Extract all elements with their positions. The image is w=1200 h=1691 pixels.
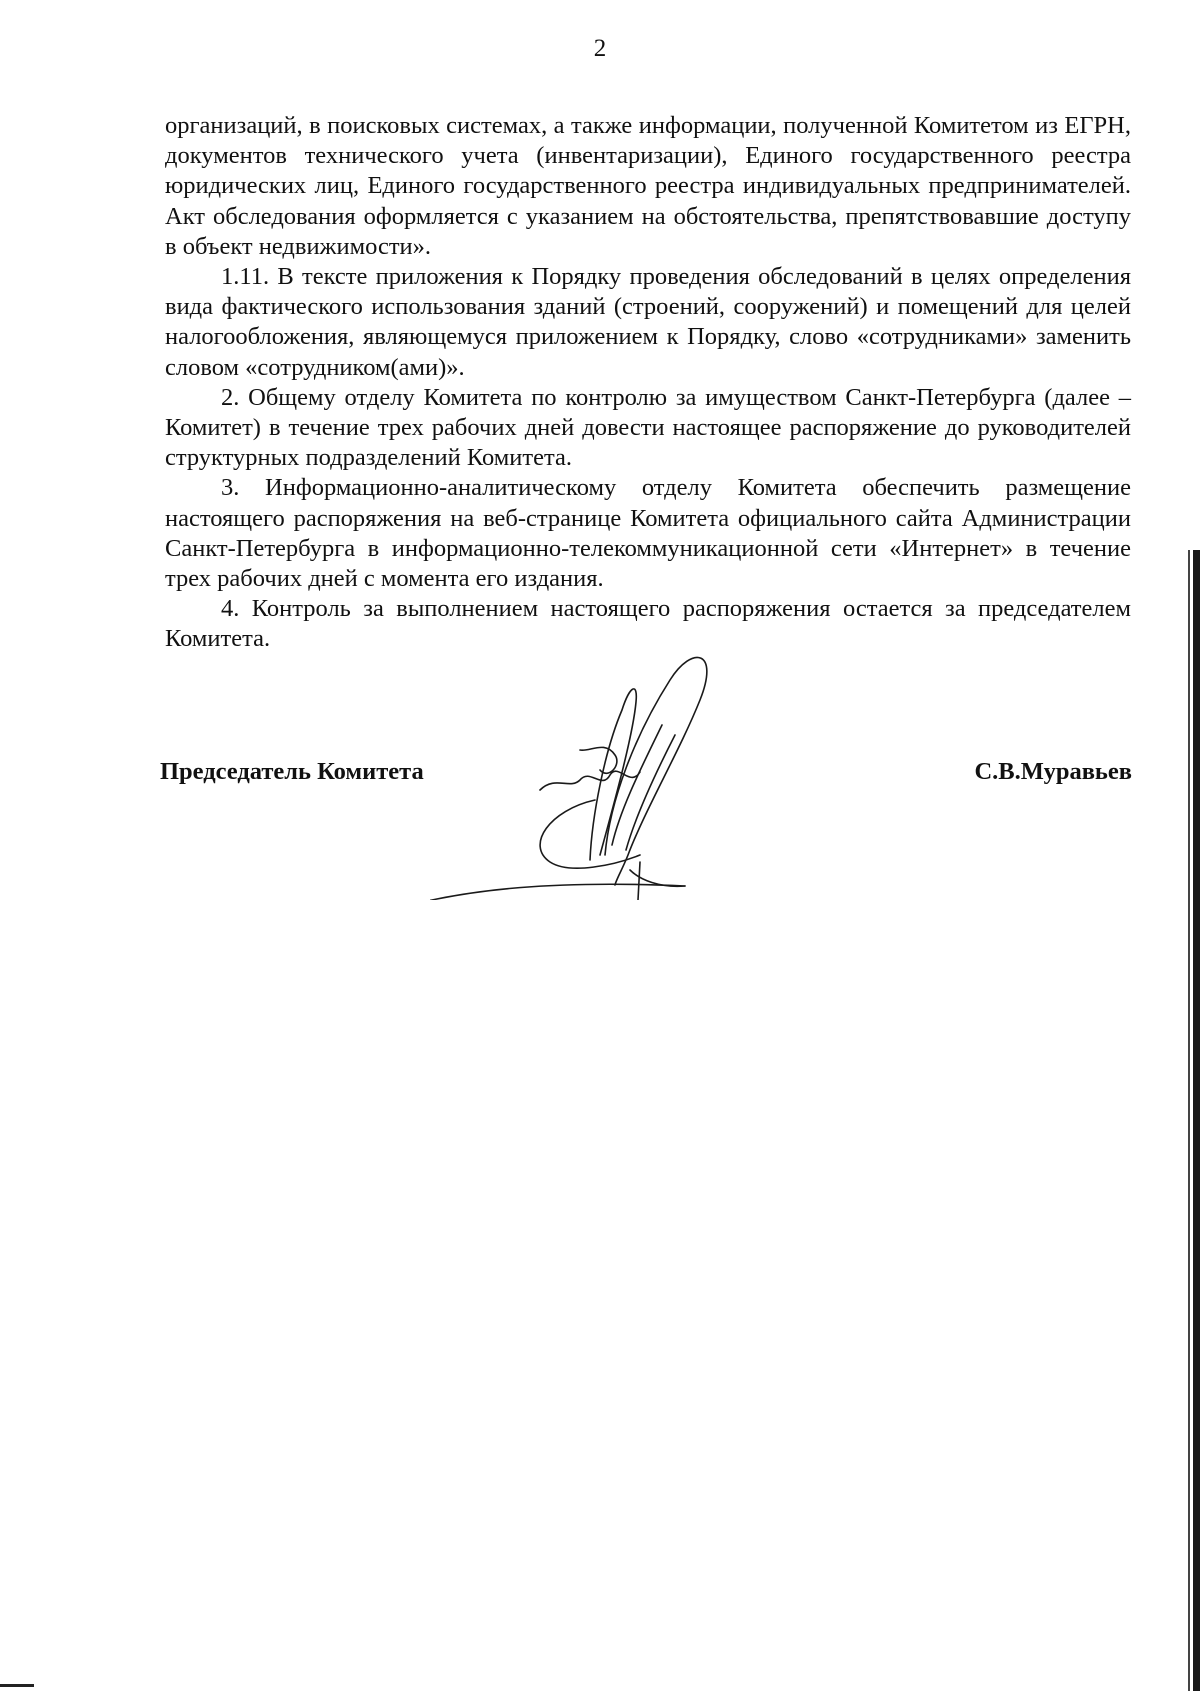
document-body — [165, 111, 1131, 655]
paragraph-item-2: 2. Общему отделу Комитета по контролю за имуществом Санкт-Петербурга (далее – Комитет) в течение трех рабочих дней довести настоящее распоряжение до руководителей структурных подразделений Комитета. — [165, 383, 1131, 472]
paragraph-item-4: 4. Контроль за выполнением настоящего распоряжения остается за председателем Комитета. — [165, 595, 1131, 653]
page-number: 2 — [593, 35, 607, 62]
signatory-title: Председатель Комитета — [160, 758, 424, 785]
signatory-name: С.В.Муравьев — [974, 758, 1132, 785]
paragraph-item-3: 3. Информационно-аналитическому отделу Комитета обеспечить размещение настоящего распоряжения на веб-странице Комитета официального сайта Администрации Санкт-Петербурга в информационно-телекоммуникационной сети «Интернет» в течение трех рабочих дней с момента его издания. — [165, 474, 1131, 593]
scan-edge-line — [1188, 550, 1190, 1691]
paragraph-item-1-11: 1.11. В тексте приложения к Порядку проведения обследований в целях определения вида фактического использования зданий (строений, сооружений) и помещений для целей налогообложения, являющемуся приложением к Порядку, слово «сотрудниками» заменить словом «сотрудником(ами)». — [165, 263, 1131, 381]
paragraph-continuation: организаций, в поисковых системах, а также информации, полученной Комитетом из ЕГРН, документов технического учета (инвентаризации), Единого государственного реестра юридических лиц, Единого государственного реестра индивидуальных предпринимателей. Акт обследования оформляется с указанием на обстоятельства, препятствовавшие доступу в объект недвижимости». — [165, 112, 1131, 260]
scan-corner-mark — [0, 1684, 34, 1687]
handwritten-signature-icon — [430, 640, 760, 900]
scan-edge-bar — [1193, 550, 1200, 1691]
